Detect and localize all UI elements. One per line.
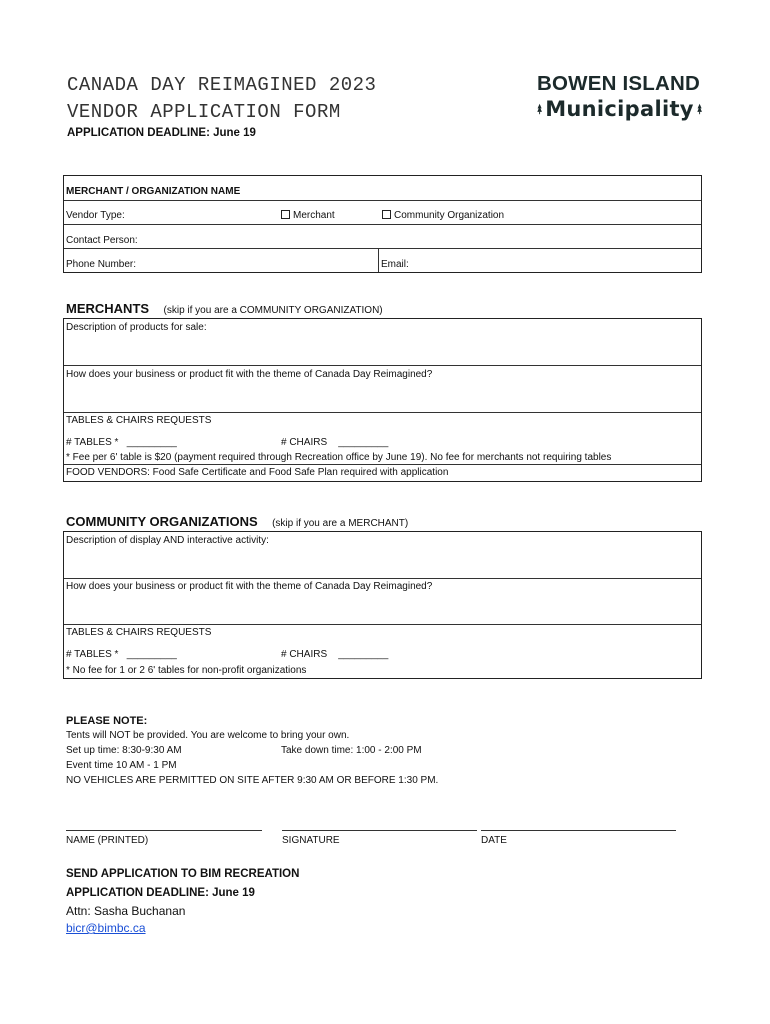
date-line[interactable]	[481, 830, 676, 831]
food-vendor-note: FOOD VENDORS: Food Safe Certificate and Food Safe Plan required with application	[66, 467, 449, 478]
tables-label: # TABLES *	[66, 649, 119, 660]
merchant-chairs-field[interactable]	[281, 437, 388, 449]
tree-icon	[537, 99, 542, 119]
products-description-field[interactable]: Description of products for sale:	[66, 322, 207, 333]
municipality-logo	[537, 72, 702, 127]
merchant-checkbox[interactable]	[281, 210, 335, 222]
community-theme-field[interactable]: How does your business or product fit with the theme of Canada Day Reimagined?	[66, 581, 433, 592]
merchants-table	[63, 318, 702, 482]
tree-icon	[697, 99, 702, 119]
display-description-field[interactable]: Description of display AND interactive activity:	[66, 535, 269, 546]
signature-line[interactable]	[282, 830, 477, 831]
merchant-name-field[interactable]: MERCHANT / ORGANIZATION NAME	[66, 186, 241, 197]
checkbox-icon	[281, 210, 290, 219]
community-checkbox[interactable]	[382, 210, 504, 222]
tables-blank: _________	[126, 649, 177, 660]
community-chairs-field[interactable]	[281, 649, 388, 661]
community-tables-field[interactable]	[66, 649, 177, 661]
please-note-heading: PLEASE NOTE:	[66, 715, 148, 727]
merchant-theme-field[interactable]: How does your business or product fit with the theme of Canada Day Reimagined?	[66, 369, 433, 380]
community-subheading: (skip if you are a MERCHANT)	[272, 518, 409, 529]
event-time: Event time 10 AM - 1 PM	[66, 760, 177, 771]
footer-deadline: APPLICATION DEADLINE: June 19	[66, 887, 255, 899]
email-link[interactable]: bicr@bimbc.ca	[66, 921, 146, 935]
merchants-subheading: (skip if you are a COMMUNITY ORGANIZATION)	[163, 305, 383, 316]
merchant-fee-note: * Fee per 6' table is $20 (payment required through Recreation office by June 19). No fee for merchants not requiring tables	[66, 452, 612, 463]
date-label: DATE	[481, 835, 507, 846]
community-tables-heading: TABLES & CHAIRS REQUESTS	[66, 627, 212, 638]
community-option-label: Community Organization	[394, 210, 505, 221]
chairs-label: # CHAIRS	[281, 649, 328, 660]
setup-time: Set up time: 8:30-9:30 AM	[66, 745, 182, 756]
chairs-blank: _________	[338, 437, 389, 448]
send-to: SEND APPLICATION TO BIM RECREATION	[66, 868, 300, 880]
chairs-label: # CHAIRS	[281, 437, 328, 448]
merchant-tables-field[interactable]	[66, 437, 177, 449]
takedown-time: Take down time: 1:00 - 2:00 PM	[281, 745, 422, 756]
please-note-block	[66, 714, 438, 788]
signature-label: SIGNATURE	[282, 835, 340, 846]
merchant-tables-heading: TABLES & CHAIRS REQUESTS	[66, 415, 212, 426]
form-title-line1: CANADA DAY REIMAGINED 2023	[67, 74, 377, 96]
form-title	[67, 72, 376, 126]
attention-line: Attn: Sasha Buchanan	[66, 904, 186, 918]
contact-person-field[interactable]: Contact Person:	[66, 235, 138, 246]
form-title-line2: VENDOR APPLICATION FORM	[67, 101, 341, 123]
community-fee-note: * No fee for 1 or 2 6' tables for non-profit organizations	[66, 665, 307, 676]
vendor-type-label: Vendor Type:	[66, 210, 125, 221]
community-table	[63, 531, 702, 679]
chairs-blank: _________	[338, 649, 389, 660]
times-row	[66, 743, 438, 758]
vendor-info-table	[63, 175, 702, 273]
phone-number-field[interactable]: Phone Number:	[66, 259, 137, 270]
tents-note: Tents will NOT be provided. You are welcome to bring your own.	[66, 730, 350, 741]
tables-label: # TABLES *	[66, 437, 119, 448]
community-heading-row	[66, 513, 408, 531]
name-printed-label: NAME (PRINTED)	[66, 835, 149, 846]
email-field[interactable]: Email:	[381, 259, 409, 270]
tables-blank: _________	[126, 437, 177, 448]
submission-info	[66, 865, 299, 937]
logo-top-text: BOWEN ISLAND	[537, 72, 700, 95]
merchants-heading: MERCHANTS	[66, 301, 150, 316]
merchants-heading-row	[66, 300, 383, 318]
application-deadline: APPLICATION DEADLINE: June 19	[67, 127, 256, 139]
community-heading: COMMUNITY ORGANIZATIONS	[66, 514, 258, 529]
logo-bottom-text: Municipality	[545, 97, 694, 121]
vehicles-note: NO VEHICLES ARE PERMITTED ON SITE AFTER 9:30 AM OR BEFORE 1:30 PM.	[66, 775, 439, 786]
name-line[interactable]	[66, 830, 262, 831]
merchant-option-label: Merchant	[293, 210, 335, 221]
checkbox-icon	[382, 210, 391, 219]
